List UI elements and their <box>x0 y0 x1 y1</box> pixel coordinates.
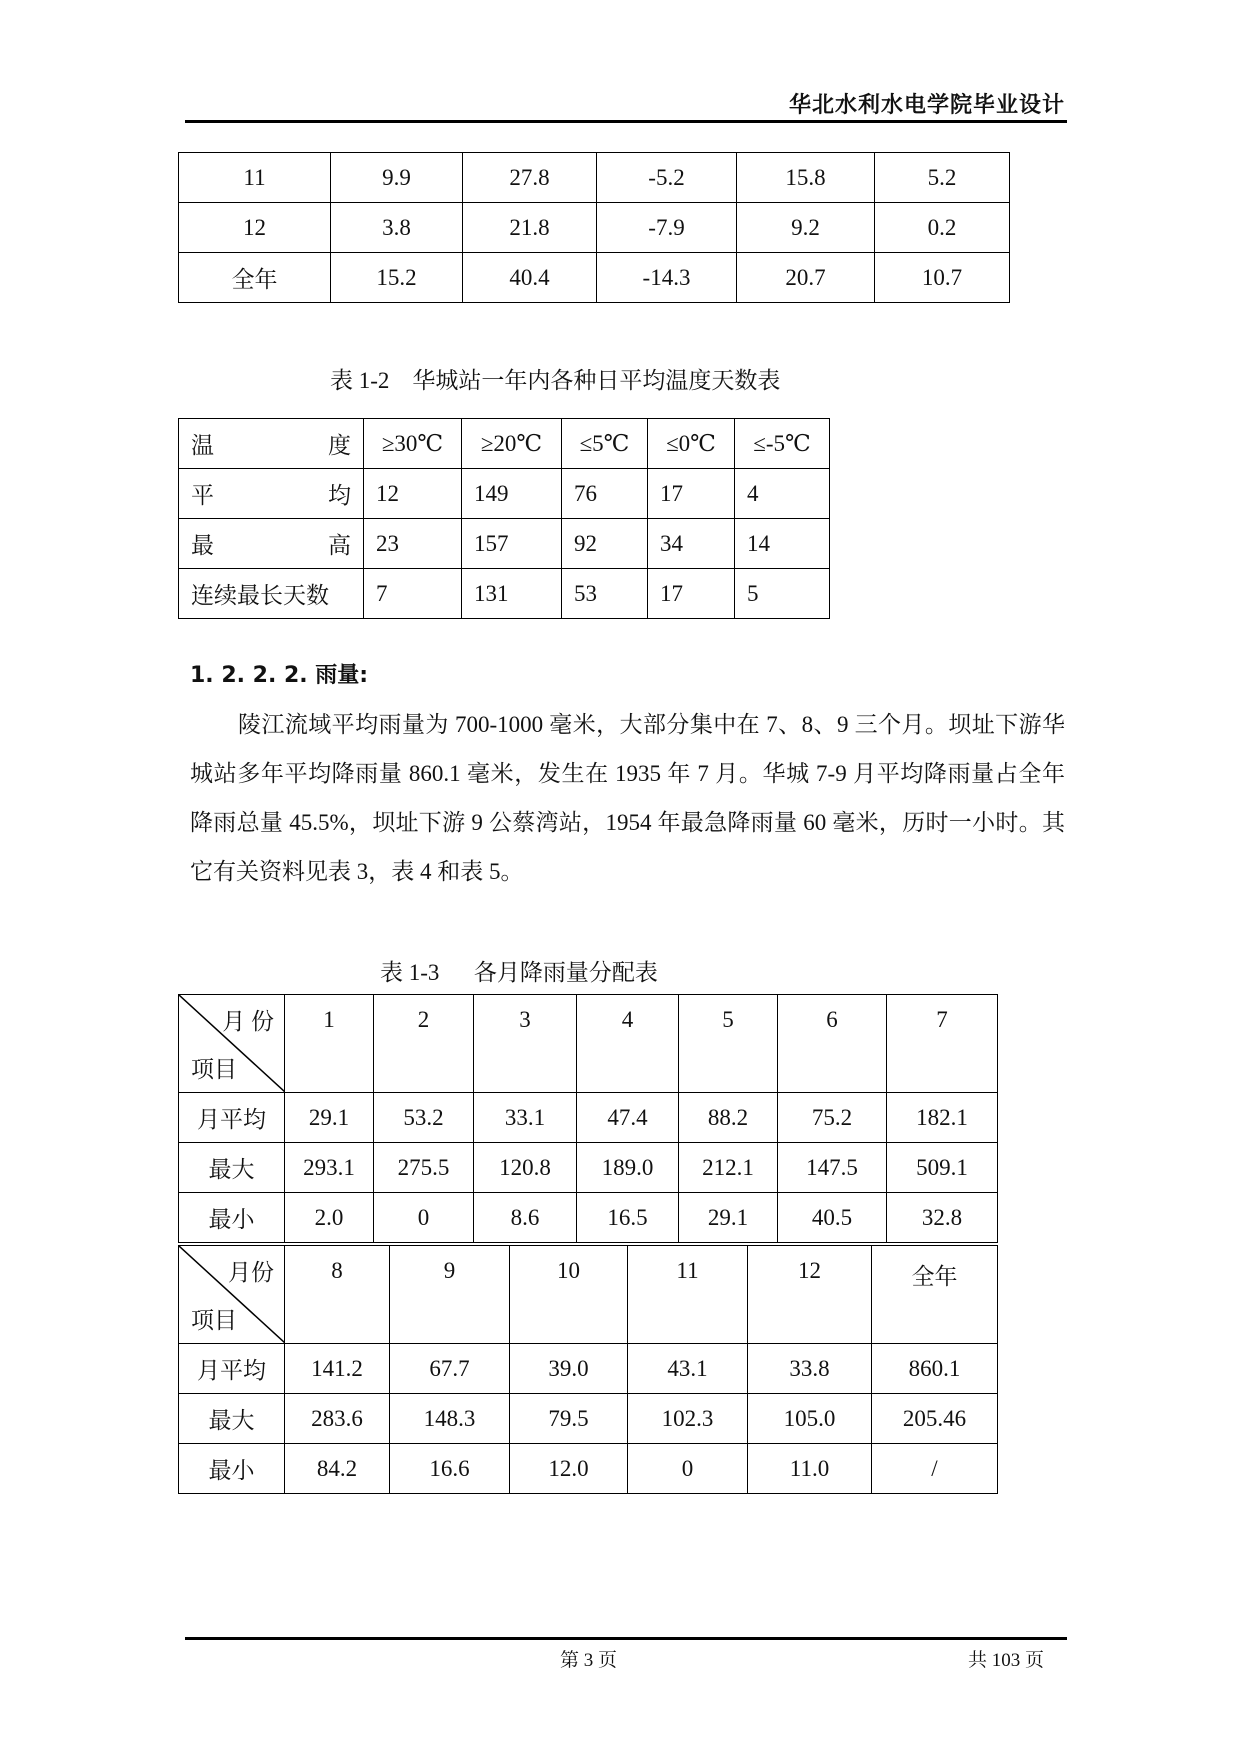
table-cell: 293.1 <box>285 1143 374 1193</box>
table-cell: 全年 <box>179 253 331 303</box>
column-header: ≥20℃ <box>462 419 562 469</box>
table-cell: 11.0 <box>748 1444 872 1494</box>
column-header: 5 <box>679 995 778 1093</box>
column-header: 10 <box>510 1246 628 1344</box>
column-header: 6 <box>778 995 887 1093</box>
table-cell: -14.3 <box>597 253 737 303</box>
column-header: 1 <box>285 995 374 1093</box>
table-cell: 149 <box>462 469 562 519</box>
footer-rule <box>185 1637 1067 1640</box>
table-cell: -5.2 <box>597 153 737 203</box>
row-label-cell <box>179 469 364 519</box>
table-header-row <box>179 995 998 1093</box>
table-temperature-continued <box>178 152 1010 303</box>
table-row <box>179 569 830 619</box>
row-label-cell: 月平均 <box>179 1344 285 1394</box>
table-row <box>179 519 830 569</box>
table-cell: 12 <box>179 203 331 253</box>
table-cell: 205.46 <box>872 1394 998 1444</box>
column-header: 4 <box>577 995 679 1093</box>
table-cell: 11 <box>179 153 331 203</box>
table-cell: 20.7 <box>737 253 875 303</box>
table-row <box>179 1344 998 1394</box>
corner-label-month: 月 份 <box>222 1009 274 1034</box>
table-cell: 17 <box>648 569 735 619</box>
corner-label-item: 项目 <box>191 1057 237 1082</box>
table-cell: -7.9 <box>597 203 737 253</box>
table-caption: 表 1-2 华城站一年内各种日平均温度天数表 <box>330 368 781 393</box>
footer-total-pages: 共 103 页 <box>968 1650 1045 1671</box>
column-header: ≥30℃ <box>364 419 462 469</box>
table-cell: 47.4 <box>577 1093 679 1143</box>
body-paragraph: 陵江流域平均雨量为 700-1000 毫米，大部分集中在 7、8、9 三个月。坝址下游华城站多年平均降雨量 860.1 毫米，发生在 1935 年 7 月。华城 7-9 月平均降雨量占全年降雨总量 45.5%，坝址下游 9 公蔡湾站，1954 年最急降雨量 60 毫米，历时一小时。其它有关资料见表 3，表 4 和表 5。 <box>190 712 1065 884</box>
table-cell: 17 <box>648 469 735 519</box>
label-char: 温 <box>191 433 214 458</box>
table-cell: 40.4 <box>463 253 597 303</box>
footer-page-number: 第 3 页 <box>560 1650 618 1671</box>
table-cell: 509.1 <box>887 1143 998 1193</box>
label-char: 均 <box>328 483 351 508</box>
row-label-cell: 最小 <box>179 1193 285 1243</box>
table-header-row <box>179 419 830 469</box>
table-cell: 23 <box>364 519 462 569</box>
column-header: 9 <box>390 1246 510 1344</box>
table-cell: 27.8 <box>463 153 597 203</box>
table-cell: 15.2 <box>331 253 463 303</box>
table-row <box>179 153 1010 203</box>
column-header: ≤5℃ <box>562 419 648 469</box>
table-cell: 283.6 <box>285 1394 390 1444</box>
column-header: 11 <box>628 1246 748 1344</box>
table-rainfall-jan-jul <box>178 994 998 1243</box>
table-cell: 21.8 <box>463 203 597 253</box>
table-cell: 141.2 <box>285 1344 390 1394</box>
section-heading: 1. 2. 2. 2. 雨量: <box>190 663 369 688</box>
header-rule <box>185 120 1067 123</box>
table-row <box>179 203 1010 253</box>
table-cell: 16.6 <box>390 1444 510 1494</box>
table-row <box>179 253 1010 303</box>
table-cell: 4 <box>735 469 830 519</box>
column-header: 12 <box>748 1246 872 1344</box>
row-label-cell <box>179 519 364 569</box>
table-cell: 212.1 <box>679 1143 778 1193</box>
table-cell: 53 <box>562 569 648 619</box>
column-header: 2 <box>374 995 474 1093</box>
table-row <box>179 1394 998 1444</box>
table-cell: 67.7 <box>390 1344 510 1394</box>
table-cell: 33.8 <box>748 1344 872 1394</box>
column-header: ≤0℃ <box>648 419 735 469</box>
table-cell: 79.5 <box>510 1394 628 1444</box>
table-header-row <box>179 1246 998 1344</box>
label-char: 度 <box>328 433 351 458</box>
table-cell: 2.0 <box>285 1193 374 1243</box>
table-row <box>179 469 830 519</box>
corner-label-item: 项目 <box>191 1308 237 1333</box>
row-label-cell: 月平均 <box>179 1093 285 1143</box>
table-cell: 16.5 <box>577 1193 679 1243</box>
table-cell: 5.2 <box>875 153 1010 203</box>
table-cell: 9.2 <box>737 203 875 253</box>
table-row <box>179 1143 998 1193</box>
table-cell: 32.8 <box>887 1193 998 1243</box>
table-cell: 40.5 <box>778 1193 887 1243</box>
row-label-cell: 最大 <box>179 1394 285 1444</box>
table-cell: 10.7 <box>875 253 1010 303</box>
table-cell: 53.2 <box>374 1093 474 1143</box>
column-header: 8 <box>285 1246 390 1344</box>
table-row <box>179 1444 998 1494</box>
table-cell: 29.1 <box>679 1193 778 1243</box>
row-label-cell <box>179 419 364 469</box>
table-cell: 5 <box>735 569 830 619</box>
table-cell: 88.2 <box>679 1093 778 1143</box>
column-header: 3 <box>474 995 577 1093</box>
table-cell: 12.0 <box>510 1444 628 1494</box>
table-temperature-days <box>178 418 830 619</box>
table-cell: 75.2 <box>778 1093 887 1143</box>
table-cell: 29.1 <box>285 1093 374 1143</box>
table-cell: 14 <box>735 519 830 569</box>
diagonal-corner-cell <box>179 1246 285 1344</box>
column-header: ≤-5℃ <box>735 419 830 469</box>
table-cell: 148.3 <box>390 1394 510 1444</box>
header-title: 华北水利水电学院毕业设计 <box>788 93 1065 118</box>
table-cell: 157 <box>462 519 562 569</box>
table-row <box>179 1193 998 1243</box>
table-cell: 12 <box>364 469 462 519</box>
table-cell: 7 <box>364 569 462 619</box>
table-cell: 147.5 <box>778 1143 887 1193</box>
table-cell: 860.1 <box>872 1344 998 1394</box>
table-cell: 92 <box>562 519 648 569</box>
table-cell: 0.2 <box>875 203 1010 253</box>
table-rainfall-aug-year <box>178 1245 998 1494</box>
label-char: 高 <box>328 533 351 558</box>
diagonal-corner-cell <box>179 995 285 1093</box>
table-cell: 3.8 <box>331 203 463 253</box>
table-cell: 76 <box>562 469 648 519</box>
row-label-cell: 连续最长天数 <box>179 569 364 619</box>
table-row <box>179 1093 998 1143</box>
table-cell: 39.0 <box>510 1344 628 1394</box>
row-label-cell: 最小 <box>179 1444 285 1494</box>
table-cell: 34 <box>648 519 735 569</box>
table-cell: / <box>872 1444 998 1494</box>
table-cell: 182.1 <box>887 1093 998 1143</box>
table-cell: 120.8 <box>474 1143 577 1193</box>
column-header: 全年 <box>872 1246 998 1344</box>
table-cell: 102.3 <box>628 1394 748 1444</box>
table-cell: 105.0 <box>748 1394 872 1444</box>
column-header: 7 <box>887 995 998 1093</box>
table-caption: 表 1-3 各月降雨量分配表 <box>380 960 658 985</box>
table-cell: 0 <box>628 1444 748 1494</box>
label-char: 平 <box>191 483 214 508</box>
label-char: 最 <box>191 533 214 558</box>
table-cell: 33.1 <box>474 1093 577 1143</box>
table-cell: 9.9 <box>331 153 463 203</box>
table-cell: 189.0 <box>577 1143 679 1193</box>
table-cell: 43.1 <box>628 1344 748 1394</box>
table-cell: 15.8 <box>737 153 875 203</box>
table-cell: 131 <box>462 569 562 619</box>
corner-label-month: 月份 <box>228 1260 274 1285</box>
table-cell: 8.6 <box>474 1193 577 1243</box>
table-cell: 275.5 <box>374 1143 474 1193</box>
table-cell: 0 <box>374 1193 474 1243</box>
row-label-cell: 最大 <box>179 1143 285 1193</box>
table-cell: 84.2 <box>285 1444 390 1494</box>
